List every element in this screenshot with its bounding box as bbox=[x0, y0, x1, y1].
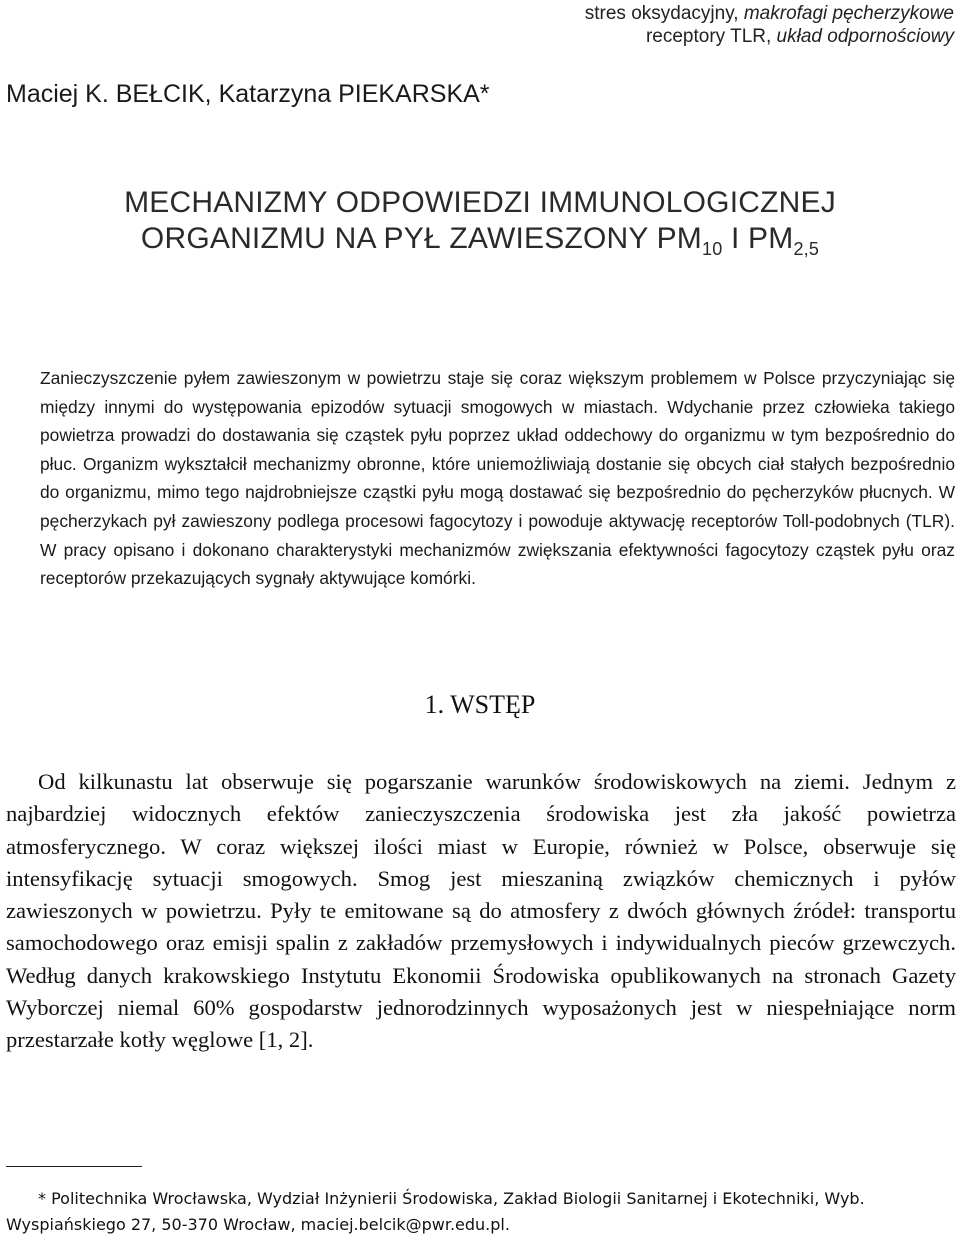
section-heading: 1. WSTĘP bbox=[424, 690, 536, 719]
keywords-line-1 bbox=[354, 2, 954, 25]
paper-title bbox=[0, 185, 960, 257]
title-prefix: ORGANIZMU NA PYŁ ZAWIESZONY PM bbox=[140, 222, 702, 255]
footnote: * Politechnika Wrocławska, Wydział Inżynierii Środowiska, Zakład Biologii Sanitarnej i Ekotechniki, Wyb. Wyspiańskiego 27, 50-370 Wrocław, maciej.belcik@pwr.edu.pl. bbox=[6, 1189, 865, 1234]
footnote-divider bbox=[6, 1166, 142, 1167]
abstract: Zanieczyszczenie pyłem zawieszonym w powietrzu staje się coraz większym problemem w Polsce przyczyniając się między innymi do występowania epizodów sytuacji smogowych w miastach. Wdychanie przez człowieka takiego powietrza prowadzi do dostawania się cząstek pyłu poprzez układ oddechowy do organizmu w tym bezpośrednio do płuc. Organizm wykształcił mechanizmy obronne, które uniemożliwiają dostanie się obcych ciał stałych bezpośrednio do organizmu, mimo tego najdrobniejsze cząstki pyłu mogą dostawać się bezpośrednio do pęcherzyków płucnych. W pęcherzykach pył zawieszony podlega procesowi fagocytozy i powoduje aktywację receptorów Toll-podobnych (TLR). W pracy opisano i dokonano charakterystyki mechanizmów zwiększania efektywności fagocytozy cząstek pyłu oraz receptorów przekazujących sygnały aktywujące komórki. bbox=[40, 368, 955, 589]
title-subscript-pm10: 10 bbox=[702, 239, 723, 259]
title-middle: I PM bbox=[722, 222, 794, 255]
body-paragraph: Od kilkunastu lat obserwuje się pogarszanie warunków środowiskowych na ziemi. Jednym z najbardziej widocznych efektów zanieczyszczenia środowiska jest zła jakość powietrza atmosferycznego. W coraz większej ilości miast w Europie, również w Polsce, obserwuje się intensyfikację sytuacji smogowych. Smog jest mieszaniną związków chemicznych i pyłów zawieszonych w powietrzu. Pyły te emitowane są do atmosfery z dwóch głównych źródeł: transportu samochodowego oraz emisji spalin z zakładów przemysłowych i indywidualnych pieców grzewczych. Według danych krakowskiego Instytutu Ekonomii Środowiska opublikowanych na stronach Gazety Wyborczej niemal 60% gospodarstw jednorodzinnych wyposażonych jest w niespełniające norm przestarzałe kotły węglowe [1, 2]. bbox=[6, 769, 956, 1053]
keywords bbox=[354, 2, 954, 48]
keywords-line-2-italic: układ odpornościowy bbox=[776, 26, 954, 47]
keywords-line-2-plain: receptory TLR, bbox=[645, 26, 777, 47]
title-subscript-pm25: 2,5 bbox=[793, 239, 820, 259]
paper-title-line-2 bbox=[0, 221, 960, 257]
keywords-line-1-italic: makrofagi pęcherzykowe bbox=[743, 3, 954, 24]
keywords-line-1-plain: stres oksydacyjny, bbox=[584, 3, 744, 24]
keywords-line-2 bbox=[354, 25, 954, 48]
paper-title-line-1: MECHANIZMY ODPOWIEDZI IMMUNOLOGICZNEJ bbox=[124, 186, 836, 219]
authors: Maciej K. BEŁCIK, Katarzyna PIEKARSKA* bbox=[6, 80, 490, 108]
